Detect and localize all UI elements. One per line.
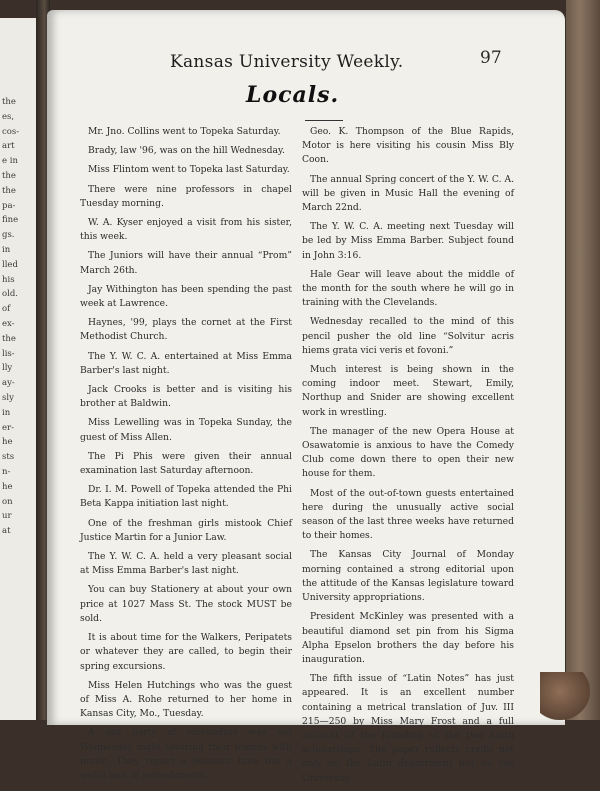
facing-page-fragment: er- [2, 422, 14, 433]
news-item: Miss Lewelling was in Topeka Sunday, the guest of Miss Allen. [80, 417, 292, 443]
facing-page-fragment: at [2, 526, 11, 537]
facing-page-fragment: ay- [2, 378, 15, 389]
facing-page-fragment: in [2, 245, 11, 255]
news-item: The Pi Phis were given their annual examination last Saturday afternoon. [80, 450, 292, 477]
news-item: Haynes, '99, plays the cornet at the First Methodist Church. [80, 317, 292, 343]
facing-page-fragment: art [2, 141, 15, 152]
news-item: Miss Helen Hutchings who was the guest of Miss A. Rohe returned to her home in Kansas City, Mo., Tuesday. [80, 679, 292, 720]
news-item: There were nine professors in chapel Tuesday morning. [80, 183, 292, 209]
facing-page-fragment: sts [2, 452, 15, 463]
news-item: Brady, law '96, was on the hill Wednesday. [88, 145, 285, 157]
news-item: The fifth issue of “Latin Notes” has just appeared. It is an excellent number containing a metrical translation of Juv. III 215—250 by Miss Mary Frost and a full account of the founding of the two Latin scholarships. The paper reflects credit not only on the Latin department but on the University. [302, 673, 514, 784]
news-item: The Kansas City Journal of Monday morning contained a strong editorial upon the attitude of the Kansas legislature toward University appropriations. [302, 549, 514, 604]
news-item: It is about time for the Walkers, Peripatets or whatever they are called, to begin their spring excursions. [80, 632, 292, 672]
facing-page-fragment: old. [2, 289, 18, 300]
facing-page-fragment: the [2, 333, 16, 344]
news-item: Most of the out-of-town guests entertained here during the unusually active social season of the last three weeks have returned to their homes. [302, 487, 514, 542]
facing-page-fragment: of [2, 304, 11, 315]
news-item: A gay party of serenaders was out Wednesday night favoring their friends with music. They report a pleasant time but a woful lack of refreshments. [80, 727, 292, 781]
news-item: W. A. Kyser enjoyed a visit from his sister, this week. [80, 217, 292, 243]
news-item: Much interest is being shown in the coming indoor meet. Stewart, Emily, Northup and Snider are showing excellent work in wrestling. [302, 364, 514, 418]
news-item: Jack Crooks is better and is visiting his brother at Baldwin. [80, 384, 292, 410]
news-item: Miss Flintom went to Topeka last Saturday. [88, 164, 290, 176]
facing-page-fragment: in [2, 407, 11, 418]
news-item: Hale Gear will leave about the middle of the month for the south where he will go in training with the Clevelands. [302, 268, 514, 309]
facing-page-fragment: fine [2, 215, 19, 226]
news-item: The Y. W. C. A. meeting next Tuesday will be led by Miss Emma Barber. Subject found in John 3:16. [302, 221, 514, 261]
news-item: President McKinley was presented with a beautiful diamond set pin from his Sigma Alpha Epselon brothers the day before his inauguration. [302, 611, 514, 665]
facing-page-fragment: pa- [2, 200, 16, 211]
section-heading: Locals. [246, 82, 340, 108]
page-number: 97 [480, 48, 502, 68]
facing-page-fragment: he [2, 481, 13, 492]
news-item: One of the freshman girls mistook Chief Justice Martin for a Junior Law. [80, 517, 292, 543]
facing-page-fragment: ex- [2, 319, 15, 329]
facing-page-fragment: cos- [2, 126, 20, 137]
news-item: Jay Withington has been spending the past week at Lawrence. [80, 283, 292, 310]
facing-page-fragment: the [2, 97, 16, 107]
facing-page-fragment: lled [2, 259, 18, 270]
facing-page-fragment: ur [2, 511, 12, 522]
news-item: Geo. K. Thompson of the Blue Rapids, Motor is here visiting his cousin Miss Bly Coon. [302, 126, 514, 166]
facing-page-fragment: lis- [2, 348, 15, 359]
news-item: The annual Spring concert of the Y. W. C. A. will be given in Music Hall the evening of March 22nd. [302, 173, 514, 214]
facing-page-fragment: n- [2, 467, 11, 477]
facing-page-fragment: e in [2, 156, 18, 167]
facing-page-fragment: on [2, 496, 13, 507]
news-item: The Y. W. C. A. entertained at Miss Emma Barber's last night. [80, 350, 292, 376]
facing-page-fragment: gs. [2, 230, 15, 241]
facing-page-fragment: es, [2, 111, 15, 122]
facing-page-fragment: the [2, 171, 16, 181]
news-item: Wednesday recalled to the mind of this pencil pusher the old line “Solvitur acris hiems grata vici veris et fovoni.” [302, 316, 514, 356]
facing-page-fragment: his [2, 274, 15, 285]
news-item: The Y. W. C. A. held a very pleasant social at Miss Emma Barber's last night. [80, 551, 292, 577]
news-item: Mr. Jno. Collins went to Topeka Saturday. [88, 126, 281, 137]
book-edge [566, 0, 600, 720]
facing-page-fragment: sly [2, 393, 14, 403]
heading-rule [305, 120, 343, 121]
thumb [540, 672, 590, 720]
page-header-title: Kansas University Weekly. [170, 52, 404, 72]
left-column [80, 125, 292, 788]
right-column [302, 125, 514, 791]
facing-page-fragment: he [2, 437, 13, 448]
news-item: The Juniors will have their annual “Prom” March 26th. [80, 250, 292, 276]
facing-page-fragment: lly [2, 363, 13, 374]
news-item: Dr. I. M. Powell of Topeka attended the Phi Beta Kappa initiation last night. [80, 484, 292, 510]
facing-page-edge [0, 18, 38, 720]
news-item: You can buy Stationery at about your own price at 1027 Mass St. The stock MUST be sold. [80, 584, 292, 624]
news-item: The manager of the new Opera House at Osawatomie is anxious to have the Comedy Club come down there to open their new house for them. [302, 425, 514, 480]
facing-page-fragment: the [2, 185, 16, 196]
